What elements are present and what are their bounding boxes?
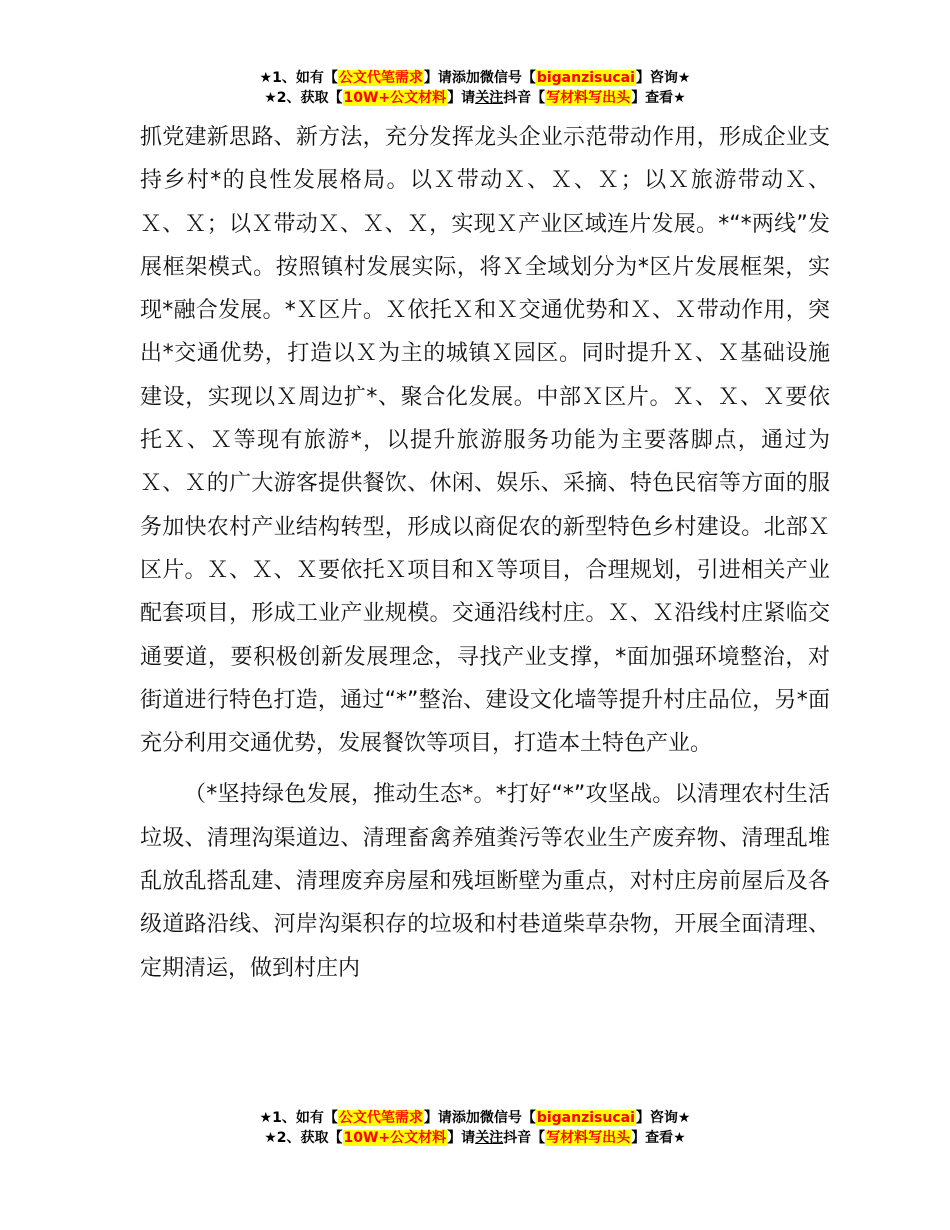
banner-line-2 bbox=[0, 1128, 950, 1148]
highlight-materials: 10W+公文材料 bbox=[343, 1130, 447, 1146]
banner-line-1 bbox=[0, 68, 950, 88]
body-paragraph: （*坚持绿色发展，推动生态*。*打好“*”攻坚战。以清理农村生活垃圾、清理沟渠道边、清理畜禽养殖粪污等农业生产废弃物、清理乱堆乱放乱搭乱建、清理废弃房屋和残垣断壁为重点，对村庄房前屋后及各级道路沿线、河岸沟渠积存的垃圾和村巷道柴草杂物，开展全面清理、定期清运，做到村庄内 bbox=[140, 782, 831, 981]
banner-text: ★1、如有【 bbox=[259, 1110, 338, 1126]
banner-text: 】查看★ bbox=[631, 90, 686, 106]
document-body bbox=[140, 116, 830, 990]
highlight-douyin-account: 写材料写出头 bbox=[546, 1130, 631, 1146]
banner-text: ★2、获取【 bbox=[264, 90, 343, 106]
banner-text: 加 bbox=[465, 70, 480, 86]
highlight-materials: 10W+公文材料 bbox=[343, 90, 447, 106]
header-banner bbox=[0, 68, 950, 108]
banner-text: 】请 bbox=[447, 90, 476, 106]
banner-text: 关注 bbox=[475, 1130, 504, 1146]
banner-text: 抖音【 bbox=[503, 90, 546, 106]
highlight-wechat-id: biganzisucai bbox=[536, 70, 635, 86]
highlight-ghostwriting: 公文代笔需求 bbox=[338, 70, 423, 86]
banner-text: 抖音【 bbox=[503, 1130, 546, 1146]
highlight-ghostwriting: 公文代笔需求 bbox=[338, 1110, 423, 1126]
banner-text: 】咨询★ bbox=[635, 1110, 691, 1126]
highlight-wechat-id: biganzisucai bbox=[536, 1110, 635, 1126]
banner-line-2 bbox=[0, 88, 950, 108]
banner-text: 】请添 bbox=[423, 70, 466, 86]
body-paragraph: 抓党建新思路、新方法，充分发挥龙头企业示范带动作用，形成企业支持乡村*的良性发展格局。以Ｘ带动Ｘ、Ｘ、Ｘ；以Ｘ旅游带动Ｘ、Ｘ、Ｘ；以Ｘ带动Ｘ、Ｘ、Ｘ，实现Ｘ产业区域连片发展。*“*两线”发展框架模式。按照镇村发展实际，将Ｘ全域划分为*区片发展框架，实现*融合发展。*Ｘ区片。Ｘ依托Ｘ和Ｘ交通优势和Ｘ、Ｘ带动作用，突出*交通优势，打造以Ｘ为主的城镇Ｘ园区。同时提升Ｘ、Ｘ基础设施建设，实现以Ｘ周边扩*、聚合化发展。中部Ｘ区片。Ｘ、Ｘ、Ｘ要依托Ｘ、Ｘ等现有旅游*，以提升旅游服务功能为主要落脚点，通过为Ｘ、Ｘ的广大游客提供餐饮、休闲、娱乐、采摘、特色民宿等方面的服务加快农村产业结构转型，形成以商促农的新型特色乡村建设。北部Ｘ区片。Ｘ、Ｘ、Ｘ要依托Ｘ项目和Ｘ等项目，合理规划，引进相关产业配套项目，形成工业产业规模。交通沿线村庄。Ｘ、Ｘ沿线村庄紧临交通要道，要积极创新发展理念，寻找产业支撑，*面加强环境整治，对街道进行特色打造，通过“*”整治、建设文化墙等提升村庄品位，另*面充分利用交通优势，发展餐饮等项目，打造本土特色产业。 bbox=[140, 125, 830, 757]
banner-text: 微信号【 bbox=[479, 1110, 536, 1126]
banner-text: 】查看★ bbox=[631, 1130, 686, 1146]
highlight-douyin-account: 写材料写出头 bbox=[546, 90, 631, 106]
banner-text: 关注 bbox=[475, 90, 504, 106]
banner-text: 微信号【 bbox=[479, 70, 536, 86]
banner-text: 加 bbox=[465, 1110, 480, 1126]
footer-banner bbox=[0, 1108, 950, 1148]
banner-text: 】咨询★ bbox=[635, 70, 691, 86]
banner-text: ★2、获取【 bbox=[264, 1130, 343, 1146]
banner-text: 】请 bbox=[447, 1130, 476, 1146]
banner-text: 】请添 bbox=[423, 1110, 466, 1126]
banner-line-1 bbox=[0, 1108, 950, 1128]
banner-text: ★1、如有【 bbox=[259, 70, 338, 86]
